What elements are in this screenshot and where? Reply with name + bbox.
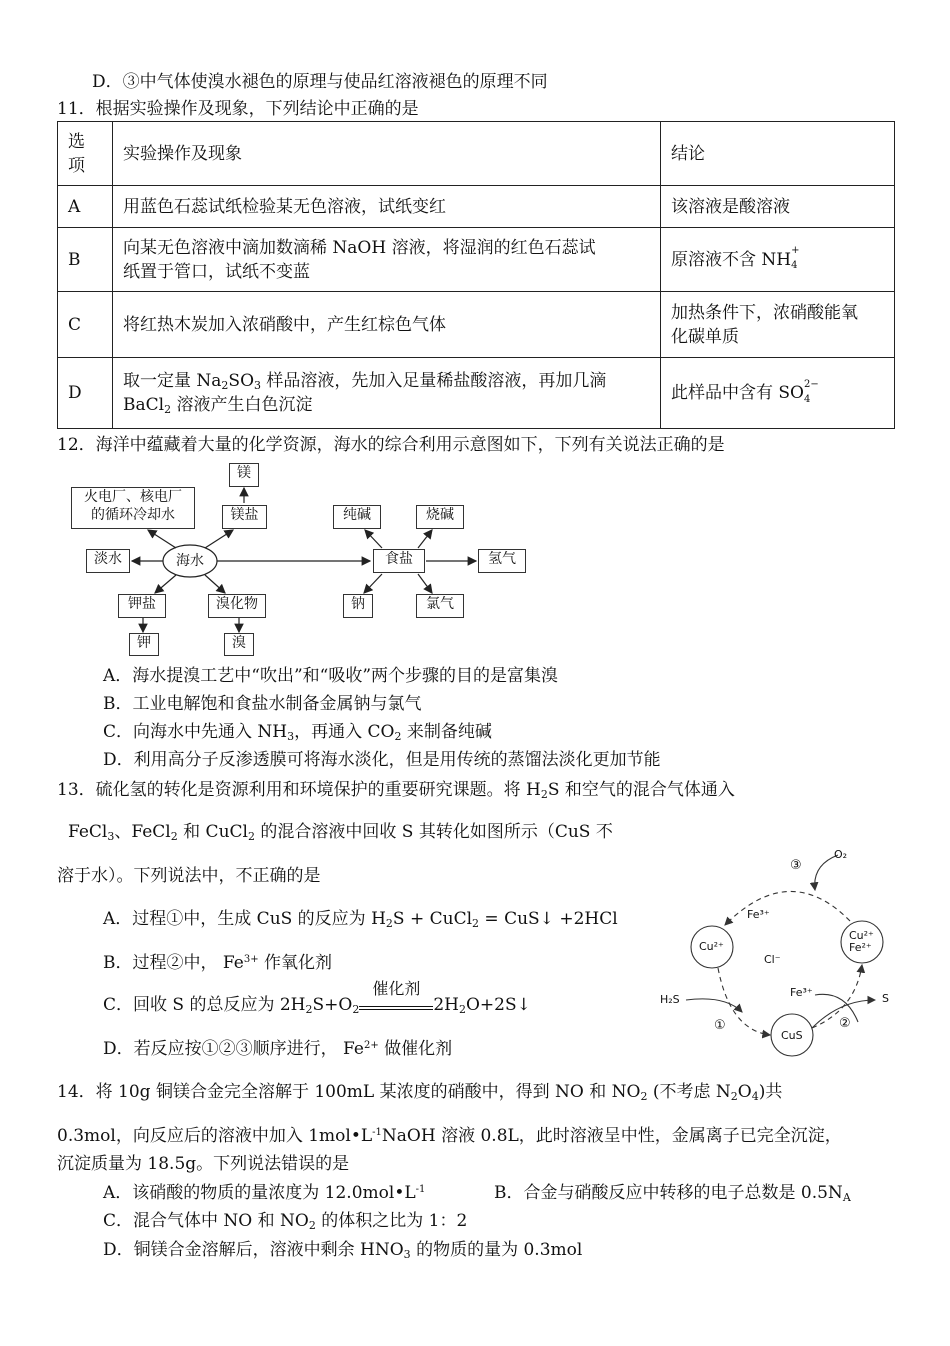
- step3-label: ③: [790, 858, 802, 873]
- q13-stem-line3: 溶于水）。下列说法中，不正确的是: [57, 866, 321, 886]
- fe3-right-label: Fe³⁺: [790, 986, 813, 999]
- potassium-node: 钾: [129, 633, 159, 656]
- q14-option-a: A．该硝酸的物质的量浓度为 $12.0mol•L^{-1}$: [103, 1183, 426, 1203]
- potassium-salt-node: 钾盐: [118, 594, 166, 618]
- q13-option-a: A．过程①中，生成 CuS 的反应为 $H_2S$ + CuCl$_2$ = CuS↓ +2HCl: [103, 909, 618, 930]
- cus-label: CuS: [781, 1029, 803, 1042]
- cu2-fe2-label: Cu²⁺ Fe²⁺: [849, 929, 874, 954]
- table-row: [58, 358, 895, 429]
- row-option: C: [58, 292, 113, 358]
- table-header-row: [58, 122, 895, 186]
- q14-option-c: C．混合气体中 NO 和 $NO_2$ 的体积之比为 1：2: [103, 1211, 468, 1232]
- row-option: B: [58, 228, 113, 292]
- h2s-label: H₂S: [660, 993, 680, 1006]
- q12-option-a: A．海水提溴工艺中“吹出”和“吸收”两个步骤的目的是富集溴: [103, 666, 559, 686]
- row-option: A: [58, 186, 113, 228]
- header-option: 选 项: [58, 122, 113, 186]
- q14-stem-line3: 沉淀质量为 18.5g。下列说法错误的是: [57, 1154, 350, 1174]
- q14-stem-line1: 14．将 10g 铜镁合金完全溶解于 100mL 某浓度的硝酸中，得到 NO 和 $NO_2$ (不考虑 $N_2O_4$)共: [57, 1082, 783, 1103]
- cu2-label: Cu²⁺: [699, 940, 724, 953]
- q12-option-c: C．向海水中先通入 $NH_3$，再通入 $CO_2$ 来制备纯碱: [103, 722, 492, 743]
- q12-option-b: B．工业电解饱和食盐水制备金属钠与氯气: [103, 694, 422, 714]
- salt-node: 食盐: [373, 549, 425, 573]
- s-label: S: [882, 992, 889, 1005]
- row-operation: 取一定量 $Na_2SO_3$ 样品溶液，先加入足量稀盐酸溶液，再加几滴 BaCl$_2$ 溶液产生白色沉淀: [113, 358, 661, 429]
- o2-label: O₂: [834, 848, 848, 861]
- q13-stem-line1: 13．硫化氢的转化是资源利用和环境保护的重要研究课题。将 $H_2S$ 和空气的混合气体通入: [57, 780, 735, 801]
- table-row: [58, 186, 895, 228]
- step1-label: ①: [714, 1018, 726, 1033]
- row-operation: 将红热木炭加入浓硝酸中，产生红棕色气体: [113, 292, 661, 358]
- magnesium-node: 镁: [229, 463, 259, 487]
- row-conclusion: 加热条件下，浓硝酸能氧 化碳单质: [661, 292, 895, 358]
- header-conclusion: 结论: [661, 122, 895, 186]
- q13-stem-line2: FeCl$_3$、FeCl$_2$ 和 CuCl$_2$ 的混合溶液中回收 S 其转化如图所示（CuS 不: [68, 822, 613, 843]
- soda-ash-node: 纯碱: [333, 505, 381, 529]
- row-option: D: [58, 358, 113, 429]
- q13-option-b: B．过程②中， $Fe^{3+}$ 作氧化剂: [103, 953, 332, 973]
- q13-option-d: D．若反应按①②③顺序进行， $Fe^{2+}$ 做催化剂: [103, 1039, 453, 1059]
- row-conclusion: 原溶液不含 NH + 4: [661, 228, 895, 292]
- row-operation: 用蓝色石蕊试纸检验某无色溶液，试纸变红: [113, 186, 661, 228]
- cl-label: Cl⁻: [764, 953, 781, 966]
- q14-stem-line2: 0.3mol，向反应后的溶液中加入 $1mol•L^{-1}NaOH$ 溶液 0.8L，此时溶液呈中性，金属离子已完全沉淀，: [57, 1126, 842, 1146]
- q14-option-d: D．铜镁合金溶解后，溶液中剩余 $HNO_3$ 的物质的量为 0.3mol: [103, 1240, 583, 1261]
- q11-table: [57, 121, 895, 429]
- q11-stem: 11．根据实验操作及现象，下列结论中正确的是: [57, 99, 419, 119]
- magnesium-salt-node: 镁盐: [222, 505, 267, 529]
- seawater-node-shape: [163, 545, 217, 577]
- caustic-soda-node: 烧碱: [416, 505, 464, 529]
- bromide-node: 溴化物: [208, 594, 266, 618]
- row-conclusion: 此样品中含有 SO 2− 4: [661, 358, 895, 429]
- sodium-node: 钠: [343, 594, 373, 618]
- q13-option-c: C．回收 S 的总反应为 $2H_2S+O_2$ 催化剂 $2H_2O+2S↓$: [103, 979, 531, 1016]
- row-conclusion: 该溶液是酸溶液: [661, 186, 895, 228]
- cooling-water-node: 火电厂、核电厂 的循环冷却水: [71, 487, 195, 529]
- fe3-top-label: Fe³⁺: [747, 908, 770, 921]
- fresh-water-node: 淡水: [86, 549, 130, 573]
- catalyst-arrow: 催化剂: [359, 995, 433, 1010]
- header-operation: 实验操作及现象: [113, 122, 661, 186]
- table-row: [58, 228, 895, 292]
- q12-stem: 12．海洋中蕴藏着大量的化学资源，海水的综合利用示意图如下，下列有关说法正确的是: [57, 435, 725, 455]
- q14-option-b: B．合金与硝酸反应中转移的电子总数是 $0.5N_A$: [494, 1183, 851, 1204]
- q12-option-d: D．利用高分子反渗透膜可将海水淡化，但是用传统的蒸馏法淡化更加节能: [103, 750, 661, 770]
- hydrogen-node: 氢气: [478, 549, 526, 573]
- bromine-node: 溴: [224, 633, 254, 656]
- row-operation: 向某无色溶液中滴加数滴稀 NaOH 溶液，将湿润的红色石蕊试 纸置于管口，试纸不变蓝: [113, 228, 661, 292]
- chlorine-node: 氯气: [416, 594, 464, 618]
- q10-option-d: D．③中气体使溴水褪色的原理与使品红溶液褪色的原理不同: [92, 72, 548, 92]
- seawater-node: 海水: [176, 553, 204, 569]
- table-row: [58, 292, 895, 358]
- step2-label: ②: [839, 1016, 851, 1031]
